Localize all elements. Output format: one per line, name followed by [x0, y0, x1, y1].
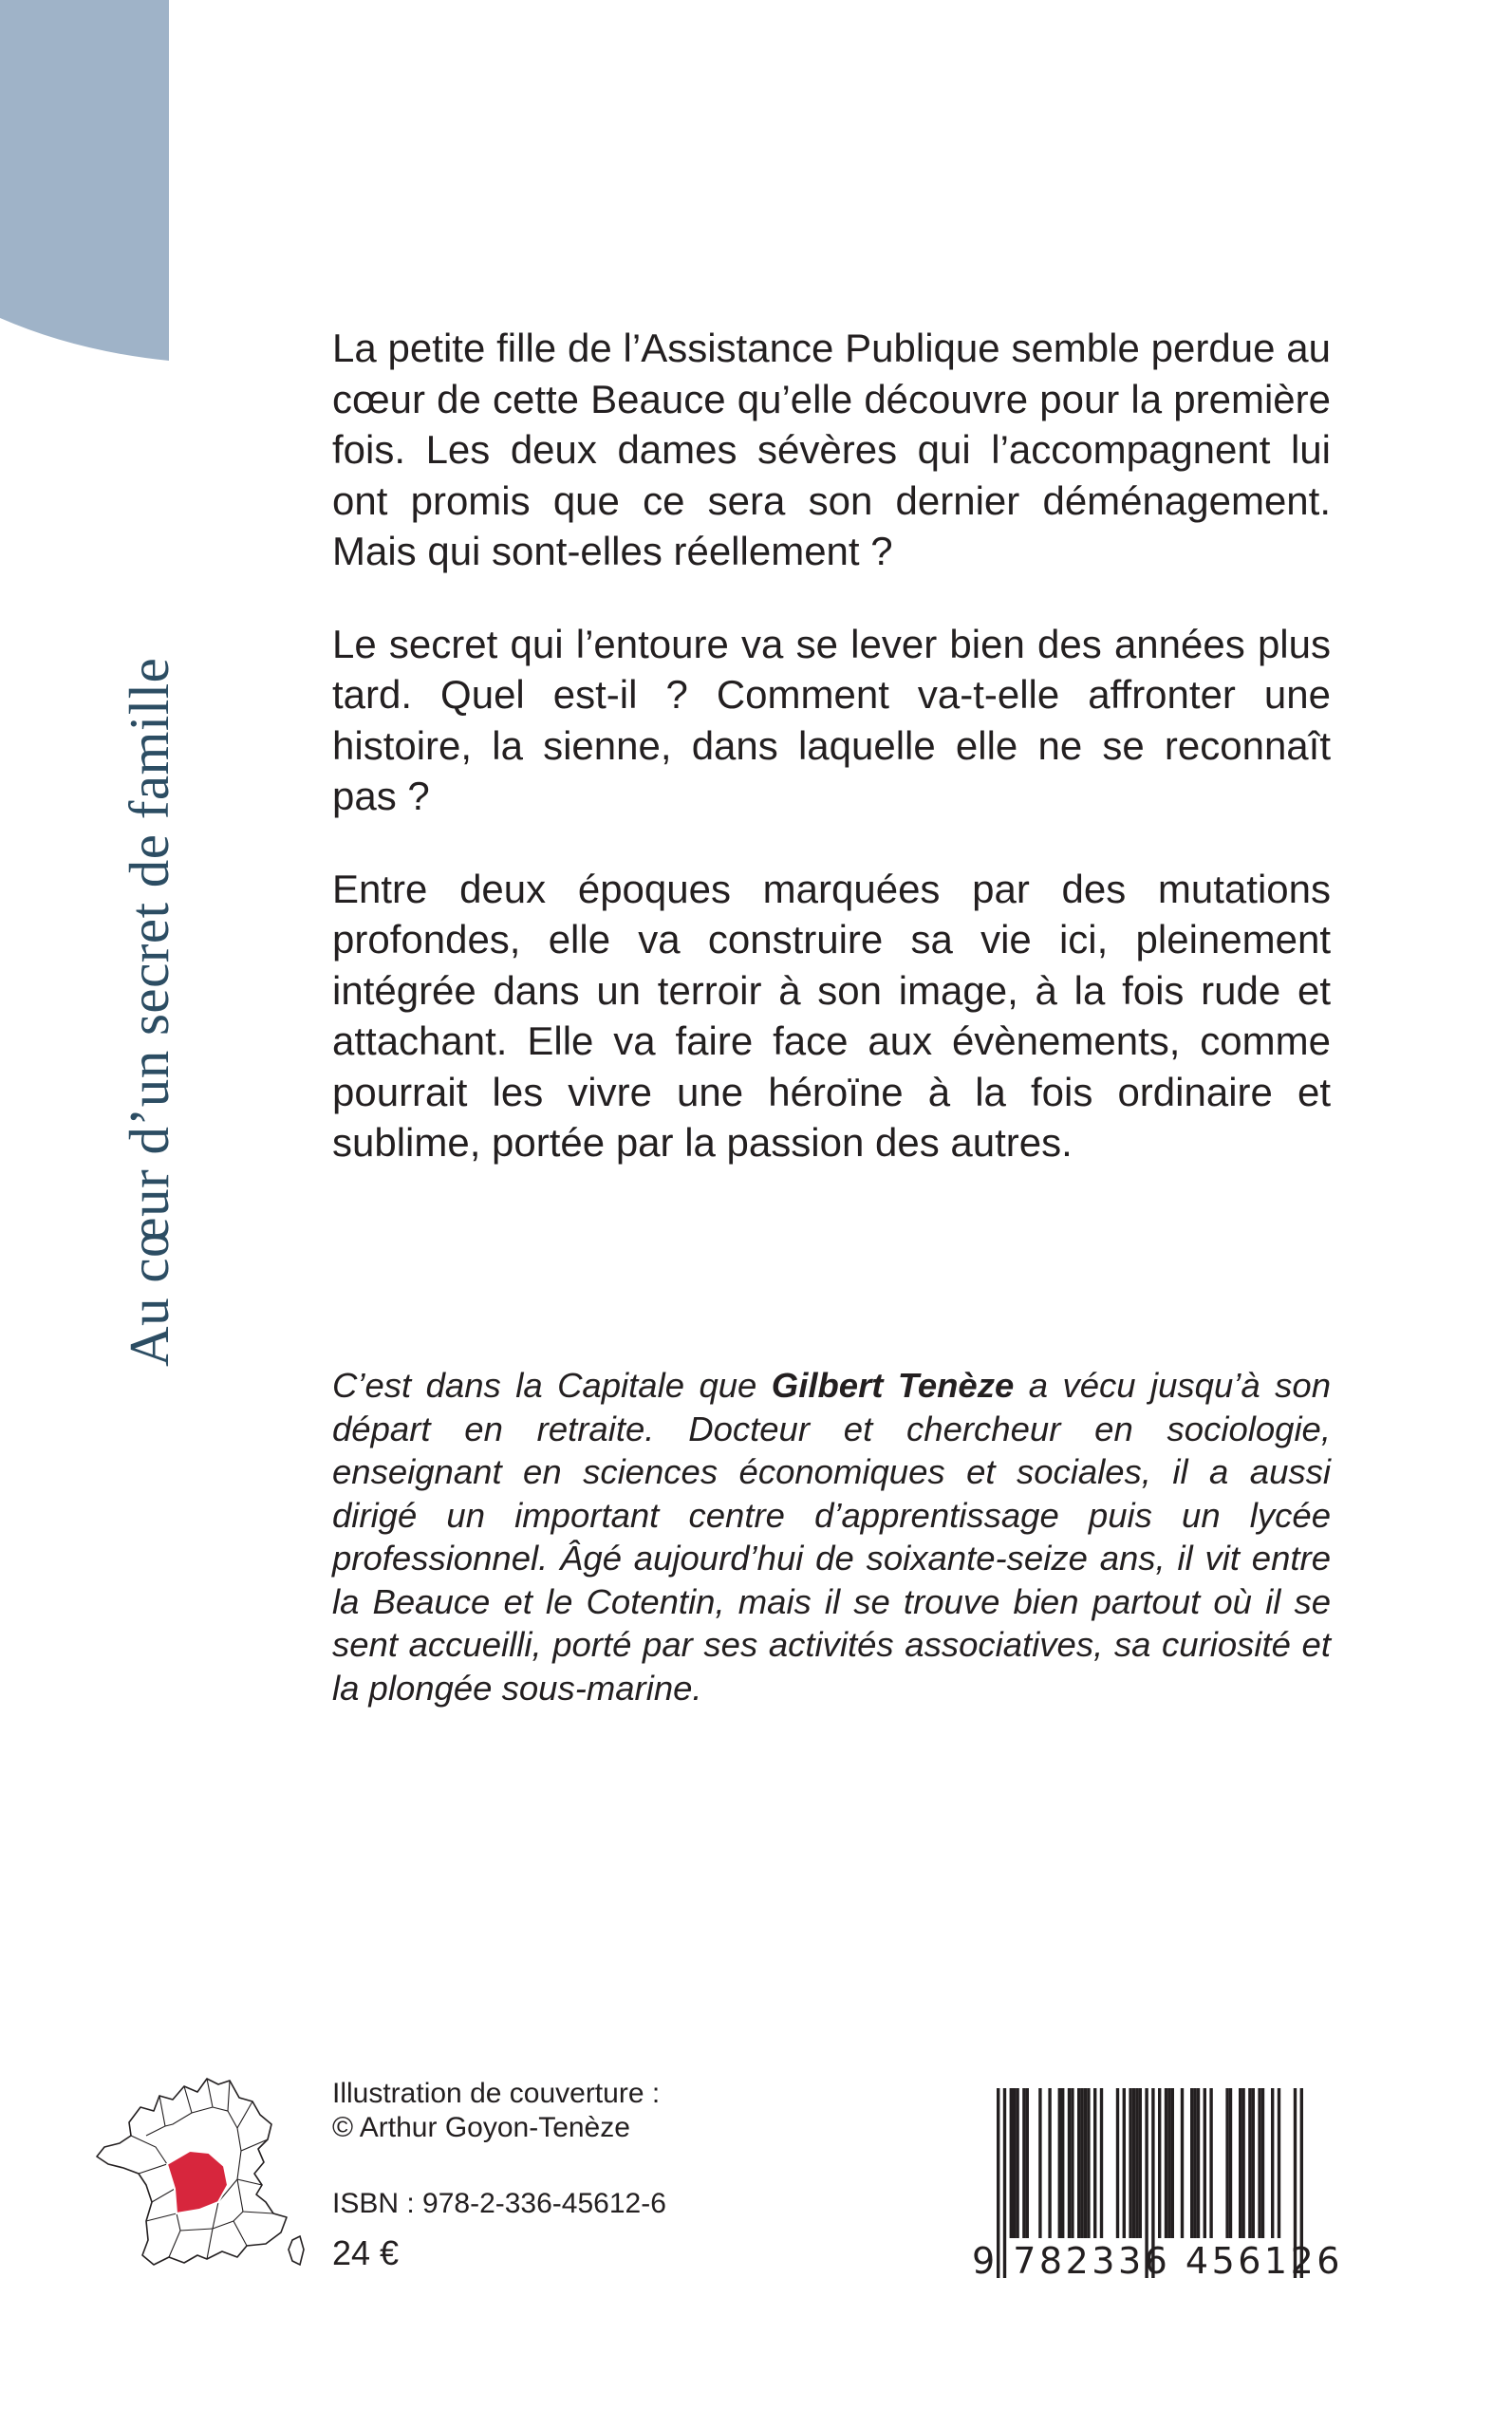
barcode-bar [1016, 2088, 1018, 2238]
barcode-bar [1123, 2088, 1126, 2238]
barcode-bar [1225, 2088, 1228, 2238]
barcode-bar [1077, 2088, 1080, 2238]
barcode-bar [1087, 2088, 1090, 2238]
barcode-bar [1135, 2088, 1138, 2238]
barcode-bar [1278, 2088, 1280, 2238]
barcode-bar [1139, 2088, 1142, 2238]
barcode-bar [1061, 2088, 1064, 2238]
barcode-bar [1248, 2088, 1251, 2238]
barcode-bar [1058, 2088, 1061, 2238]
credits-line-2: © Arthur Goyon-Tenèze [332, 2112, 630, 2143]
synopsis-paragraph-1: La petite fille de l’Assistance Publique semble perdue au cœur de cette Beauce qu’elle découvre pour la première fois. Les deux dames sévères qui l’accompagnent lui ont promis que ce sera son dernier déménagement. Mais qui sont-elles réellement ? [332, 326, 1331, 573]
barcode-bar [1239, 2088, 1241, 2238]
barcode-bar [1171, 2088, 1174, 2238]
barcode-bar [1080, 2088, 1083, 2238]
barcode-bar [1193, 2088, 1196, 2238]
barcode-bar [1013, 2088, 1016, 2238]
synopsis [332, 323, 1331, 1210]
barcode-bar [1197, 2088, 1200, 2238]
barcode-bar [1181, 2088, 1184, 2238]
barcode-digits: 9 782336 456126 [972, 2240, 1343, 2282]
isbn-label: ISBN : 978-2-336-45612-6 [332, 2188, 666, 2219]
barcode-bar [1204, 2088, 1206, 2238]
author-name: Gilbert Tenèze [771, 1366, 1015, 1405]
barcode-bar [1084, 2088, 1087, 2238]
barcode-bar [1129, 2088, 1131, 2238]
barcode-bar [1048, 2088, 1051, 2238]
barcode-bar [1093, 2088, 1096, 2238]
barcode-bar [1158, 2088, 1161, 2238]
barcode-bar [1209, 2088, 1212, 2238]
barcode-bar [1229, 2088, 1232, 2238]
author-bio [332, 1364, 1331, 1709]
barcode-bar [1165, 2088, 1167, 2238]
spine-title: Au cœur d’un secret de famille [118, 657, 180, 1367]
cover-credits [332, 2077, 864, 2145]
synopsis-paragraph-3: Entre deux époques marquées par des mutations profondes, elle va construire sa vie ici, pleinement intégrée dans un terroir à son image, à la fois rude et attachant. Elle va faire face aux évènements, comme pourrait les vivre une héroïne à la fois ordinaire et sublime, portée par la passion des autres. [332, 866, 1331, 1165]
barcode-bar [1258, 2088, 1260, 2238]
barcode-bar [1068, 2088, 1071, 2238]
barcode-bar [1071, 2088, 1073, 2238]
barcode-bar [1271, 2088, 1274, 2238]
barcode-bar [1010, 2088, 1013, 2238]
synopsis-paragraph-2: Le secret qui l’entoure va se lever bien des années plus tard. Quel est-il ? Comment va-t-elle affronter une histoire, la sienne, dans laquelle elle ne se reconnaît pas ? [332, 621, 1331, 818]
barcode-bar [1190, 2088, 1193, 2238]
barcode-bar [1116, 2088, 1119, 2238]
price-label: 24 € [332, 2233, 400, 2272]
barcode-bar [1261, 2088, 1264, 2238]
barcode-bar [1252, 2088, 1255, 2238]
barcode-bar [1022, 2088, 1025, 2238]
corsica [289, 2236, 304, 2265]
barcode-bar [1167, 2088, 1170, 2238]
barcode-bar [1241, 2088, 1244, 2238]
barcode-bar [1132, 2088, 1135, 2238]
france-map-icon [85, 2069, 313, 2288]
barcode-bar [1026, 2088, 1029, 2238]
barcode-bar [1100, 2088, 1103, 2238]
spine-band [0, 0, 180, 2409]
credits-line-1: Illustration de couverture : [332, 2078, 661, 2109]
bio-intro: C’est dans la Capitale que [332, 1366, 772, 1405]
bio-text: a vécu jusqu’à son départ en retraite. Docteur et chercheur en sociologie, enseignant en sciences économiques et sociales, il a aussi dirigé un important centre d’apprentissage puis un lycée professionnel. Âgé aujourd’hui de soixante-seize ans, il vit entre la Beauce et le Cotentin, mais il se trouve bien partout où il se sent accueilli, porté par ses activités associatives, sa curiosité et la plongée sous-marine. [332, 1366, 1331, 1708]
barcode-bar [1038, 2088, 1041, 2238]
